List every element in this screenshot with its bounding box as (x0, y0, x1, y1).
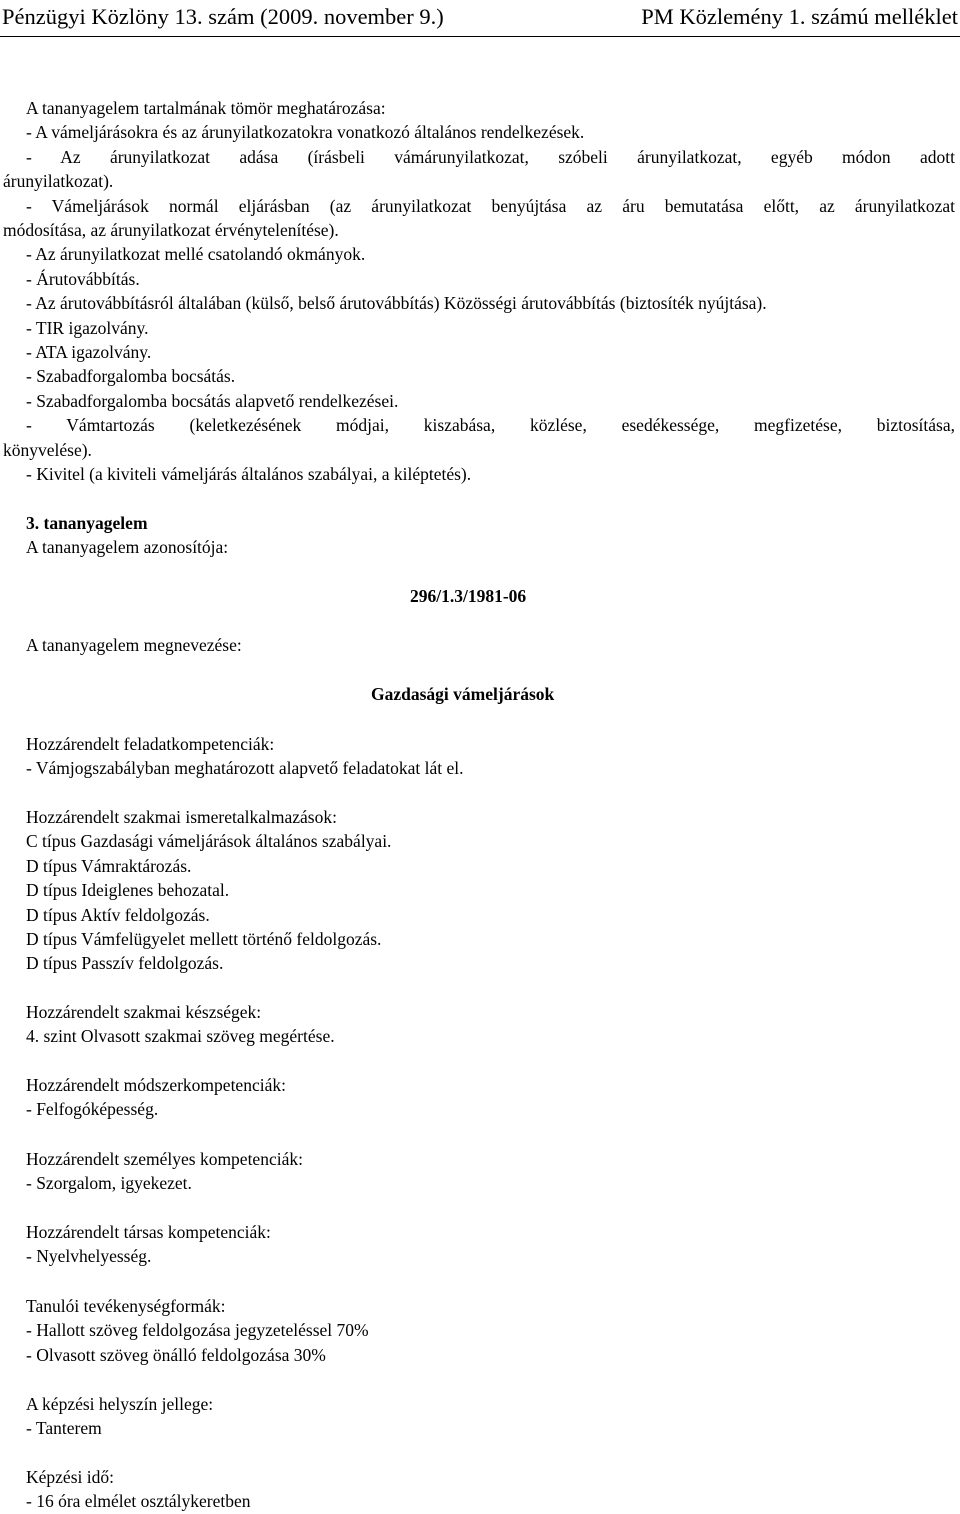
header-annex-label: PM Közlemény 1. számú melléklet (641, 4, 958, 29)
group-item: 4. szint Olvasott szakmai szöveg megértése. (26, 1026, 335, 1047)
summary-heading: A tananyagelem tartalmának tömör meghatározása: (26, 98, 386, 118)
group-item: D típus Vámfelügyelet mellett történő feldolgozás. (26, 929, 382, 950)
summary-line: - TIR igazolvány. (26, 317, 149, 338)
group-label: Hozzárendelt személyes kompetenciák: (26, 1149, 303, 1169)
section-title: 3. tananyagelem (26, 513, 148, 533)
group-label: Tanulói tevékenységformák: (26, 1296, 226, 1316)
group-item: - 16 óra elmélet osztálykeretben (26, 1491, 251, 1512)
group-item: D típus Ideiglenes behozatal. (26, 880, 230, 901)
group-item: D típus Aktív feldolgozás. (26, 904, 210, 925)
group-item: - Felfogóképesség. (26, 1099, 159, 1120)
group-label: A képzési helyszín jellege: (26, 1394, 214, 1414)
summary-line: - A vámeljárásokra és az árunyilatkozatokra vonatkozó általános rendelkezések. (26, 122, 585, 143)
group-item: - Olvasott szöveg önálló feldolgozása 30% (26, 1344, 326, 1365)
task-competences (26, 732, 463, 781)
method-competences (26, 1073, 286, 1122)
content-summary (3, 96, 955, 487)
summary-line: - Az árunyilatkozat adása (írásbeli vámárunyilatkozat, szóbeli árunyilatkozat, egyéb módon adott (26, 146, 955, 167)
group-label: Hozzárendelt társas kompetenciák: (26, 1222, 271, 1242)
learning-activities (26, 1294, 369, 1367)
section-id-value: 296/1.3/1981-06 (410, 586, 527, 606)
summary-line: - Vámtartozás (keletkezésének módjai, kiszabása, közlése, esedékessége, megfizetése, biztosítása, (26, 415, 955, 436)
group-label: Hozzárendelt feladatkompetenciák: (26, 734, 275, 754)
group-item: - Szorgalom, igyekezet. (26, 1173, 192, 1194)
professional-skills (26, 1000, 335, 1049)
summary-line: - Kivitel (a kiviteli vámeljárás általános szabályai, a kiléptetés). (26, 464, 472, 485)
group-label: Hozzárendelt módszerkompetenciák: (26, 1075, 286, 1095)
group-item: - Tanterem (26, 1418, 102, 1439)
section-name-label: A tananyagelem megnevezése: (26, 635, 242, 655)
professional-knowledge (26, 805, 391, 976)
section-id-label: A tananyagelem azonosítója: (26, 537, 229, 557)
summary-line: - Az árutovábbításról általában (külső, belső árutovábbítás) Közösségi árutovábbítás (biztosíték nyújtása). (26, 293, 767, 314)
training-time (26, 1465, 250, 1514)
group-item: D típus Vámraktározás. (26, 855, 192, 876)
header-rule (0, 36, 960, 37)
group-label: Hozzárendelt szakmai készségek: (26, 1002, 262, 1022)
group-label: Hozzárendelt szakmai ismeretalkalmazások: (26, 807, 337, 827)
summary-line: - Szabadforgalomba bocsátás alapvető rendelkezései. (26, 390, 399, 411)
group-label: Képzési idő: (26, 1467, 114, 1487)
summary-line: árunyilatkozat). (3, 171, 114, 192)
summary-line: módosítása, az árunyilatkozat érvénytelenítése). (3, 220, 339, 241)
summary-line: - Szabadforgalomba bocsátás. (26, 366, 236, 387)
section-name-value: Gazdasági vámeljárások (371, 684, 555, 704)
header-publication-title: Pénzügyi Közlöny 13. szám (2009. november 9.) (2, 4, 444, 29)
summary-line: - ATA igazolvány. (26, 342, 152, 363)
group-item: - Vámjogszabályban meghatározott alapvető feladatokat lát el. (26, 758, 464, 779)
group-item: D típus Passzív feldolgozás. (26, 953, 224, 974)
group-item: C típus Gazdasági vámeljárások általános szabályai. (26, 831, 392, 852)
social-competences (26, 1220, 271, 1269)
summary-line: - Vámeljárások normál eljárásban (az árunyilatkozat benyújtása az áru bemutatása előtt, az árunyilatkozat (26, 195, 955, 216)
summary-line: - Árutovábbítás. (26, 268, 140, 289)
group-item: - Nyelvhelyesség. (26, 1246, 152, 1267)
training-venue (26, 1392, 213, 1441)
group-item: - Hallott szöveg feldolgozása jegyzeteléssel 70% (26, 1320, 369, 1341)
summary-line: - Az árunyilatkozat mellé csatolandó okmányok. (26, 244, 366, 265)
summary-line: könyvelése). (3, 439, 92, 460)
personal-competences (26, 1147, 303, 1196)
